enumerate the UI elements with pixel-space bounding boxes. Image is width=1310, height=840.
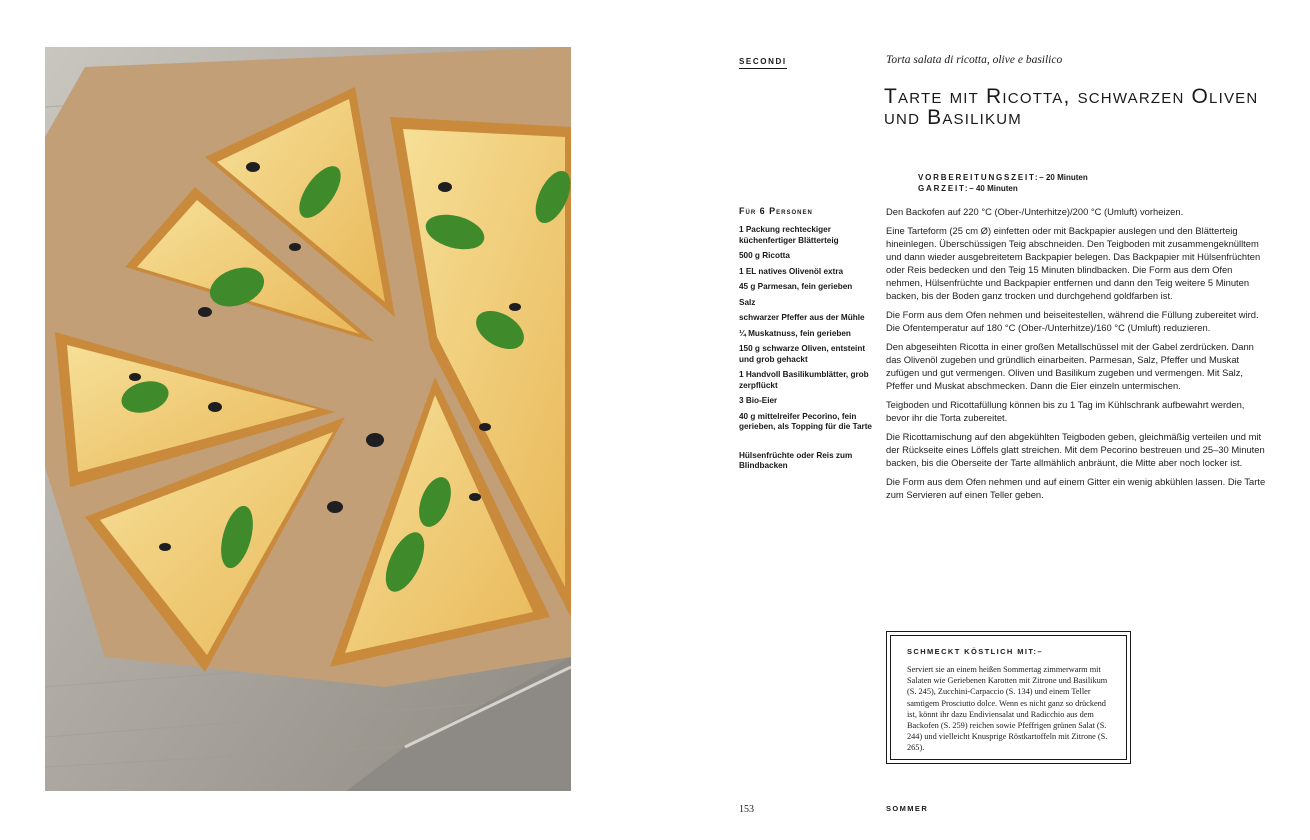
timing-info (918, 172, 1088, 194)
ingredient-item: Hülsenfrüchte oder Reis zum Blindbacken (739, 450, 853, 470)
ingredient-item: 3 Bio-Eier (739, 396, 778, 405)
method-steps (886, 205, 1266, 507)
ingredient-item: 40 g mittelreifer Pecorino, fein gerieben, als Topping für die Tarte (739, 411, 872, 431)
ingredient-item: 1 Handvoll Basilikumblätter, grob zerpflückt (739, 370, 869, 390)
method-step: Eine Tarteform (25 cm Ø) einfetten oder mit Backpapier auslegen und den Blätterteig hineinlegen. Überschüssigen Teig abschneiden. Den Teigboden mit zusammengeknülltem und dann wieder ausgebreitetem Backpapier belegen. Das Backpapier mit Hülsenfrüchten oder Reis bedecken und den Teig 15 Minuten blindbacken. Die Form aus dem Ofen nehmen, Hülsenfrüchte und Backpapier entfernen und dann den Teig weitere 5 Minuten backen, bis der Boden ganz trocken und durchgehend goldfarben ist. (886, 225, 1261, 301)
method-step: Den abgeseihten Ricotta in einer großen Metallschüssel mit der Gabel zerdrücken. Dann das Olivenöl zugeben und gründlich einarbeiten. Parmesan, Salz, Pfeffer und Muskat zufügen und gut vermengen. Oliven und Basilikum zugeben und vermengen. Mit Salz, Pfeffer und Muskat abschmecken. Dann die Eier einzeln untermischen. (886, 341, 1254, 391)
bake-time (918, 183, 1088, 194)
bake-time-value: – 40 Minuten (969, 184, 1018, 193)
serving-tip-title: SCHMECKT KÖSTLICH MIT:– (907, 647, 1043, 656)
ingredient-item: ¼ Muskatnuss, fein gerieben (739, 328, 851, 338)
page-number: 153 (739, 804, 754, 815)
tart-illustration (45, 47, 571, 791)
serving-tip-inner (890, 635, 1127, 760)
ingredient-item: Salz (739, 297, 756, 307)
method-step: Die Form aus dem Ofen nehmen und beiseitestellen, während die Füllung zubereitet wird. Die Ofentemperatur auf 180 °C (Ober-/Unterhitze)/160 °C (Umluft) reduzieren. (886, 309, 1259, 333)
prep-time-value: – 20 Minuten (1039, 173, 1088, 182)
servings: Für 6 Personen (739, 206, 813, 216)
section-label: SECONDI (739, 57, 787, 69)
recipe-subtitle: Torta salata di ricotta, olive e basilico (886, 54, 1063, 66)
bake-time-label: GARZEIT: (918, 184, 970, 193)
season-footer: SOMMER (886, 804, 929, 813)
ingredient-item: 45 g Parmesan, fein gerieben (739, 282, 853, 291)
ingredient-list (739, 225, 874, 477)
method-step: Teigboden und Ricottafüllung können bis zu 1 Tag im Kühlschrank aufbewahrt werden, bevor ihr die Torta zubereitet. (886, 399, 1245, 423)
method-step: Die Ricottamischung auf den abgekühlten Teigboden geben, gleichmäßig verteilen und mit der Rückseite eines Löffels glatt streichen. Mit dem Pecorino bestreuen und 25–30 Minuten backen, bis die Oberseite der Tarte allmählich anbräunt, die Mitte aber noch locker ist. (886, 431, 1265, 468)
prep-time (918, 172, 1088, 183)
method-step: Die Form aus dem Ofen nehmen und auf einem Gitter ein wenig abkühlen lassen. Die Tarte zum Servieren auf einen Teller geben. (886, 476, 1266, 500)
tart-photo (45, 47, 571, 791)
recipe-title: Tarte mit Ricotta, schwarzen Oliven und Basilikum (884, 85, 1259, 129)
ingredient-item: 1 Packung rechteckiger küchenfertiger Blätterteig (739, 225, 839, 245)
ingredient-item: 1 EL natives Olivenöl extra (739, 266, 844, 276)
ingredient-item: 150 g schwarze Oliven, entsteint und grob gehackt (739, 344, 866, 364)
serving-tip-text: Serviert sie an einem heißen Sommertag zimmerwarm mit Salaten wie Geriebenen Karotten mit Zitrone und Basilikum (S. 245), Zucchini-Carpaccio (S. 134) und einem Teller samtigem Prosciutto dolce. Wenn es nicht ganz so drückend ist, könnt ihr dazu Endiviensalat und Radicchio aus dem Backofen (S. 259) reichen sowie Pfeffrigen grünen Salat (S. 244) und vielleicht Knusprige Röstkartoffeln mit Zitrone (S. 265). (907, 665, 1108, 753)
ingredient-item: schwarzer Pfeffer aus der Mühle (739, 313, 865, 322)
ingredient-item: 500 g Ricotta (739, 251, 790, 260)
serving-tip-box (886, 631, 1131, 764)
prep-time-label: VORBEREITUNGSZEIT: (918, 173, 1040, 182)
method-step: Den Backofen auf 220 °C (Ober-/Unterhitze)/200 °C (Umluft) vorheizen. (886, 206, 1184, 217)
